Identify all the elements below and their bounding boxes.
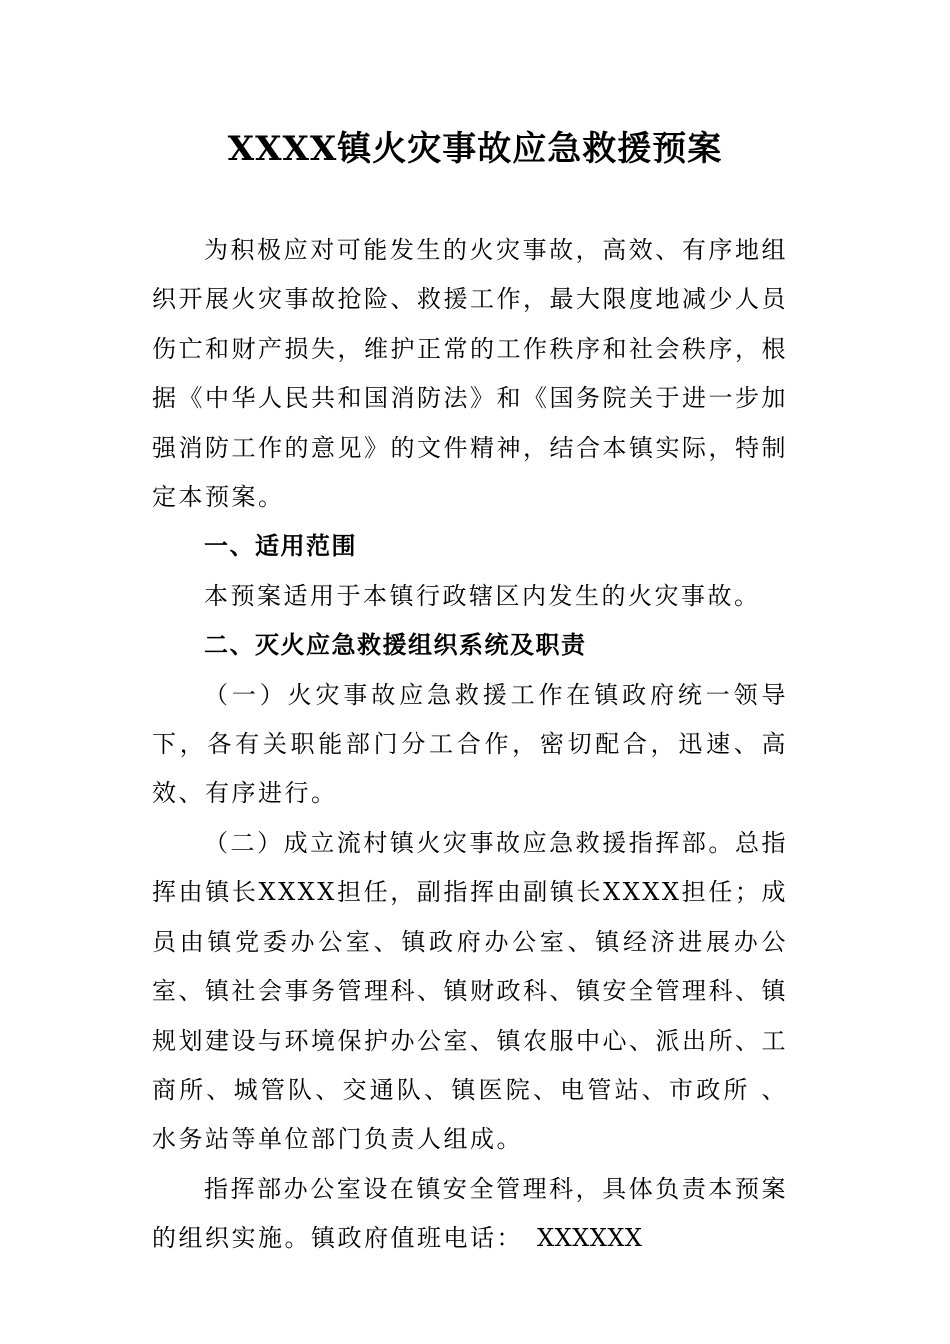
organization-item-1: （一）火灾事故应急救援工作在镇政府统一领导下，各有关职能部门分工合作，密切配合，迅速、高效、有序进行。 [152,680,788,808]
organization-item-2: （二）成立流村镇火灾事故应急救援指挥部。总指挥由镇长XXXX担任，副指挥由副镇长XXXX担任；成员由镇党委办公室、镇政府办公室、镇经济进展办公室、镇社会事务管理科、镇财政科、镇安全管理科、镇规划建设与环境保护办公室、镇农服中心、派出所、工商所、城管队、交通队、镇医院、电管站、市政所 、水务站等单位部门负责人组成。 [152,828,788,1154]
document-body [152,226,788,1264]
scope-paragraph: 本预案适用于本镇行政辖区内发生的火灾事故。 [204,581,761,610]
section-heading-organization: 二、灭火应急救援组织系统及职责 [204,631,587,660]
office-paragraph [152,1165,788,1264]
duty-phone-number: XXXXXX [537,1224,643,1253]
intro-paragraph: 为积极应对可能发生的火灾事故，高效、有序地组织开展火灾事故抢险、救援工作，最大限度地减少人员伤亡和财产损失，维护正常的工作秩序和社会秩序，根据《中华人民共和国消防法》和《国务院关于进一步加强消防工作的意见》的文件精神，结合本镇实际，特制定本预案。 [152,236,788,512]
document-title: XXXX镇火灾事故应急救援预案 [227,129,723,169]
office-text: 指挥部办公室设在镇安全管理科，具体负责本预案的组织实施。镇政府值班电话： [152,1174,788,1253]
section-heading-scope: 一、适用范围 [204,532,357,561]
